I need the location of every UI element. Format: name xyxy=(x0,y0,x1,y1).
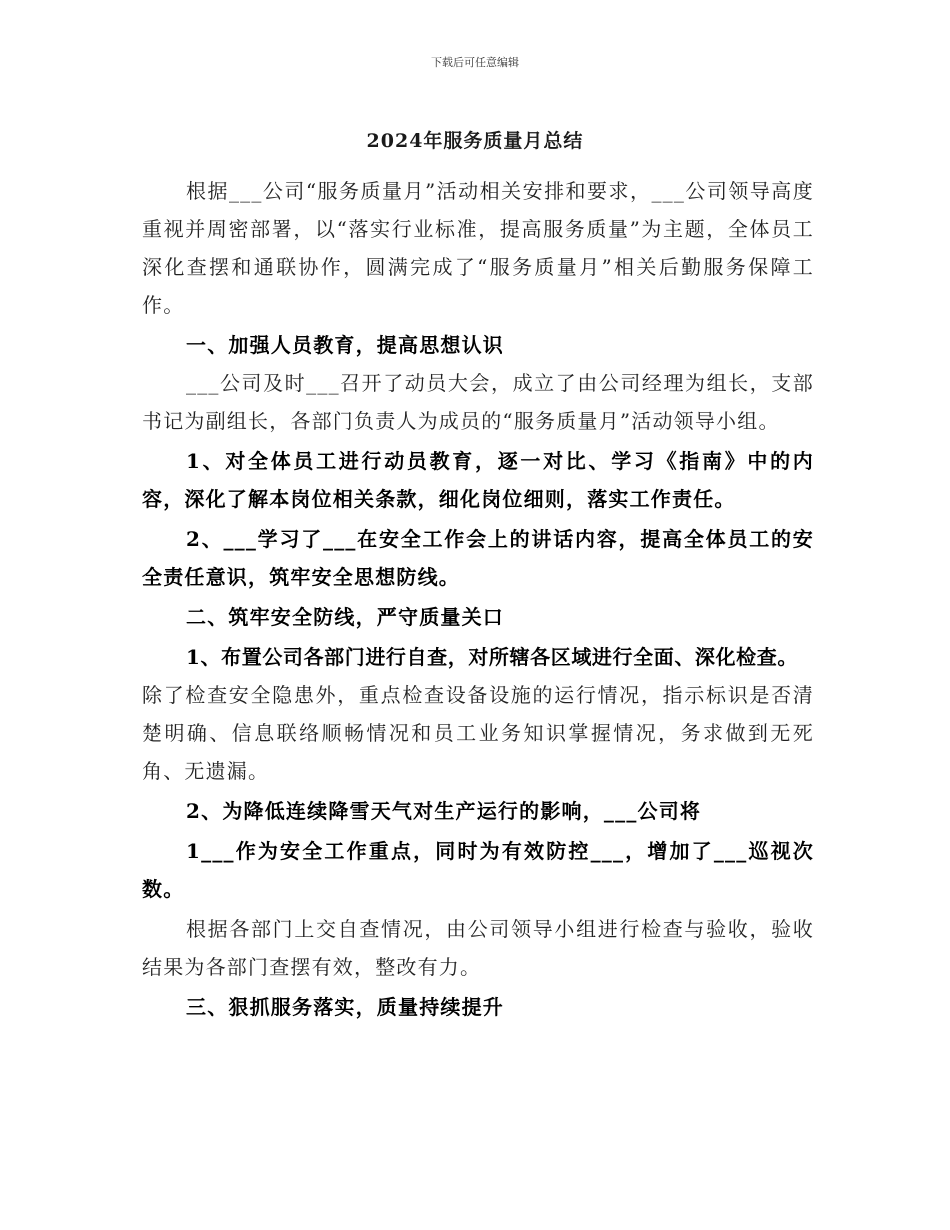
document-body xyxy=(142,172,814,1026)
paragraph-section2-item2: 2、为降低连续降雪天气对生产运行的影响，___公司将 xyxy=(186,799,702,823)
section-heading-2: 二、筑牢安全防线，严守质量关口 xyxy=(186,605,504,629)
paragraph-section1-item2: 2、___学习了___在安全工作会上的讲话内容，提高全体员工的安全责任意识，筑牢安全思想防线。 xyxy=(142,527,814,589)
paragraph-section2-item1: 1、布置公司各部门进行自查，对所辖各区域进行全面、深化检查。 xyxy=(186,645,798,669)
paragraph-section2-item2-cont: 1___作为安全工作重点，同时为有效防控___，增加了___巡视次数。 xyxy=(142,839,814,901)
paragraph-intro: 根据___公司“服务质量月”活动相关安排和要求，___公司领导高度重视并周密部署，以“落实行业标准，提高服务质量”为主题，全体员工深化查摆和通联协作，圆满完成了“服务质量月”相关后勤服务保障工作。 xyxy=(142,179,814,317)
paragraph-section2-summary: 根据各部门上交自查情况，由公司领导小组进行检查与验收，验收结果为各部门查摆有效，整改有力。 xyxy=(142,917,814,979)
paragraph-section1-item1: 1、对全体员工进行动员教育，逐一对比、学习《指南》中的内容，深化了解本岗位相关条款，细化岗位细则，落实工作责任。 xyxy=(142,449,814,511)
document-title: 2024年服务质量月总结 xyxy=(366,130,584,152)
header-note: 下载后可任意编辑 xyxy=(431,56,519,69)
paragraph-section1-body: ___公司及时___召开了动员大会，成立了由公司经理为组长，支部书记为副组长，各部门负责人为成员的“服务质量月”活动领导小组。 xyxy=(142,371,814,433)
section-heading-1: 一、加强人员教育，提高思想认识 xyxy=(186,333,504,357)
paragraph-section2-item1-detail: 除了检查安全隐患外，重点检查设备设施的运行情况，指示标识是否清楚明确、信息联络顺畅情况和员工业务知识掌握情况，务求做到无死角、无遗漏。 xyxy=(142,683,814,783)
section-heading-3: 三、狠抓服务落实，质量持续提升 xyxy=(186,995,504,1019)
